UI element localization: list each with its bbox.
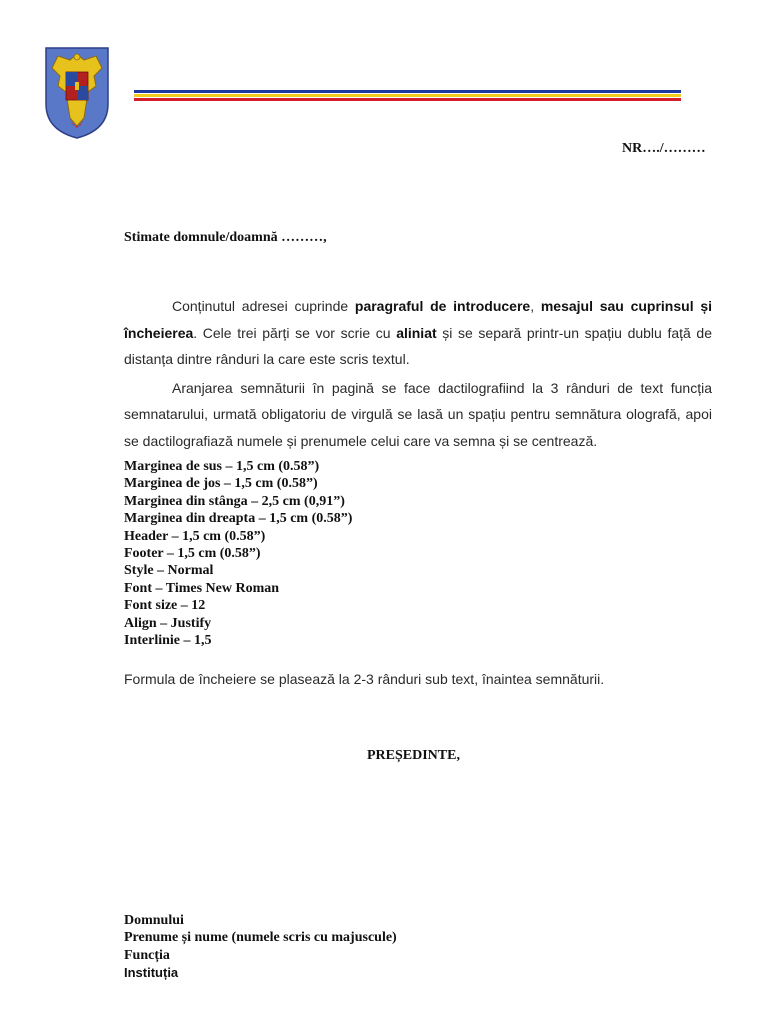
recipient-block [124,912,397,982]
tricolor-line-red [134,98,681,101]
paragraph-text: . Cele trei părți se vor scrie cu [193,324,397,341]
spec-item: Marginea din stânga – 2,5 cm (0,91”) [124,493,345,509]
registration-number: NR…./……… [622,141,706,156]
spec-item: Header – 1,5 cm (0.58”) [124,528,266,544]
letter-body [124,293,712,456]
closing-formula: Formula de încheiere se plasează la 2-3 rânduri sub text, înaintea semnăturii. [124,671,605,687]
tricolor-line-yellow [134,94,681,97]
paragraph-bold: paragraful de introducere [354,298,531,314]
spec-item: Align – Justify [124,615,212,631]
paragraph-text: , [530,298,541,314]
paragraph-bold: aliniat [396,324,437,341]
recipient-name-line: Prenume și nume (numele scris cu majuscule) [124,930,397,946]
formatting-specs-list [124,458,352,649]
signature-title: PREȘEDINTE, [367,748,460,763]
salutation: Stimate domnule/doamnă ………, [124,230,327,245]
recipient-line: Domnului [124,913,184,928]
recipient-institution-line: Instituția [124,965,179,981]
spec-item: Font size – 12 [124,598,206,614]
paragraph-text: și se separă printr-un spațiu dublu față de distanța dintre rânduri la care este scris textul. [124,324,712,367]
spec-item: Style – Normal [124,563,214,579]
coat-of-arms-logo [44,46,110,140]
spec-item: Marginea de sus – 1,5 cm (0.58”) [124,459,320,474]
paragraph-content [124,293,712,373]
spec-item: Interlinie – 1,5 [124,633,212,649]
paragraph-bold: mesajul sau cuprinsul și încheierea [124,298,712,341]
spec-item: Marginea de jos – 1,5 cm (0.58”) [124,476,318,492]
spec-item: Footer – 1,5 cm (0.58”) [124,546,261,562]
spec-item: Marginea din dreapta – 1,5 cm (0.58”) [124,511,353,527]
paragraph-signature: Aranjarea semnăturii în pagină se face dactilografiind la 3 rânduri de text funcția semnatarului, urmată obligatoriu de virgulă se lasă un spațiu pentru semnătura olografă, apoi se dactilografiază numele și prenumele celui care va semna și se centrează. [124,379,712,449]
recipient-function-line: Funcția [124,947,170,963]
tricolor-line-blue [134,90,681,93]
spec-item: Font – Times New Roman [124,580,280,596]
paragraph-text: Conținutul adresei cuprinde [172,298,355,314]
